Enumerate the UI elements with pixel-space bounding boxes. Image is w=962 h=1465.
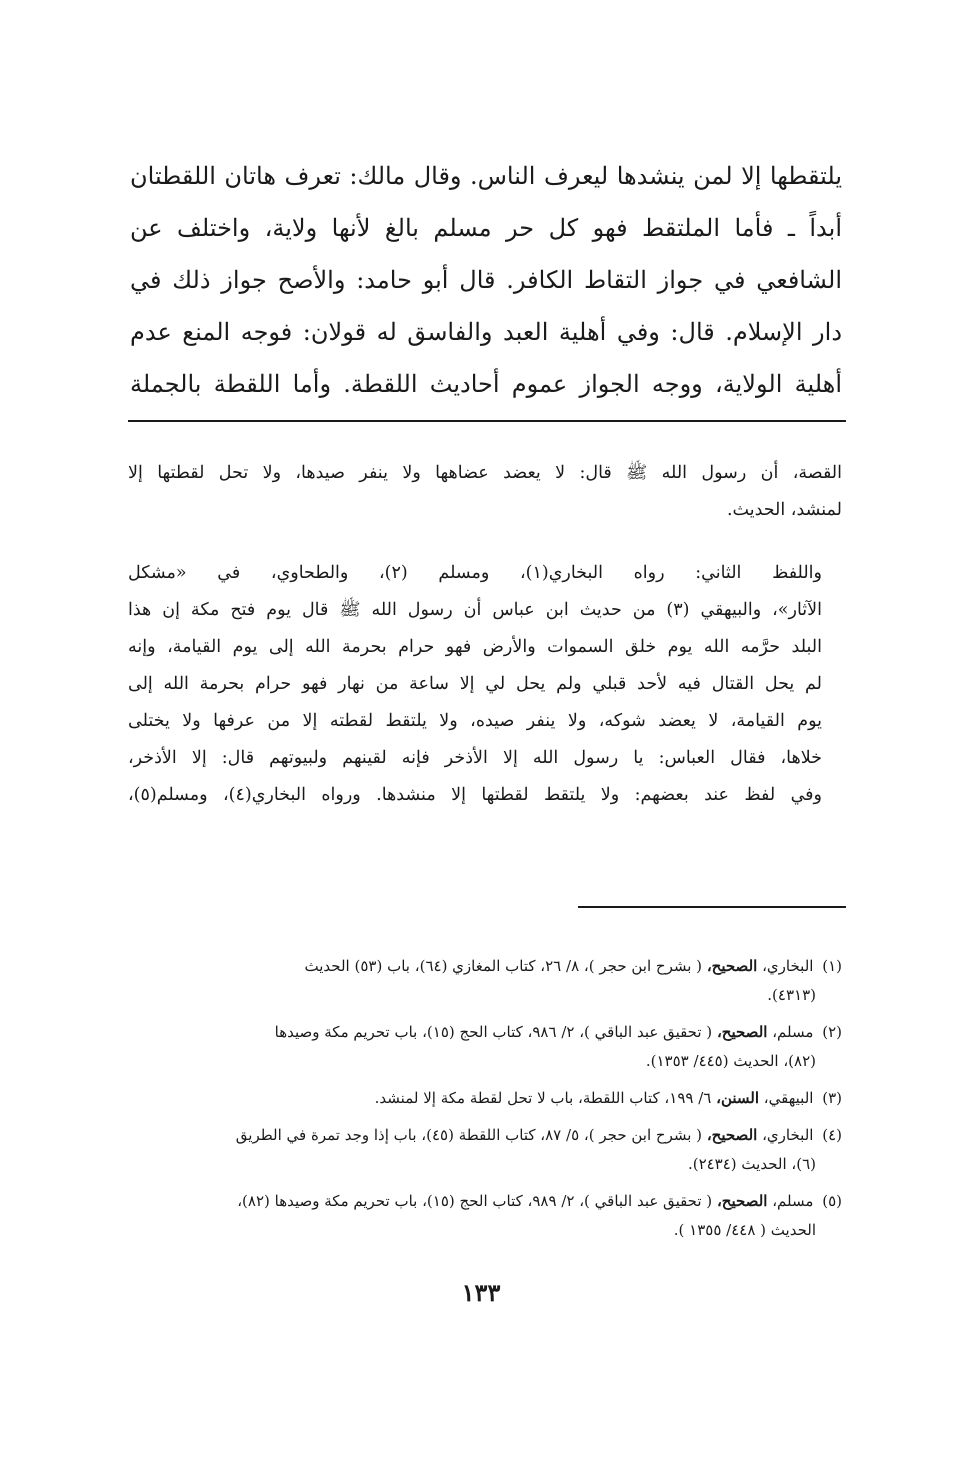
footnote-book: الصحيح، — [706, 1126, 758, 1144]
footnote-number: (٤) — [822, 1126, 842, 1144]
footnote-details: ٦/ ١٩٩، كتاب اللقطة، باب لا تحل لقطة مكة إلا لمنشد. — [374, 1089, 712, 1107]
footnote-details: ( تحقيق عبد الباقي )، ٢/ ٩٨٩، كتاب الحج (١٥)، باب تحريم مكة وصيدها (٨٢)، — [237, 1192, 713, 1210]
main-line: الشافعي في جواز التقاط الكافر. قال أبو حامد: والأصح جواز ذلك في — [130, 266, 842, 294]
main-line: دار الإسلام. قال: وفي أهلية العبد والفاسق له قولان: فوجه المنع عدم — [130, 318, 843, 346]
footnote-book: الصحيح، — [716, 1023, 768, 1041]
footnote-author: مسلم، — [772, 1192, 814, 1210]
footnote-5 — [120, 1187, 842, 1245]
commentary-line: يوم القيامة، لا يعضد شوكه، ولا ينفر صيده، ولا يلتقط لقطته إلا من عرفها ولا يختلى — [128, 711, 822, 731]
commentary-line: القصة، أن رسول الله ﷺ قال: لا يعضد عضاهها ولا ينفر صيدها، ولا تحل لقطتها إلا — [128, 463, 842, 483]
commentary-line: البلد حرَّمه الله يوم خلق السموات والأرض فهو حرام بحرمة الله إلى يوم القيامة، وإنه — [128, 637, 822, 657]
footnote-continuation: (٨٢)، الحديث (٤٤٥/ ١٣٥٣). — [645, 1052, 816, 1070]
footnote-author: البخاري، — [762, 957, 814, 975]
main-separator-rule — [128, 420, 846, 422]
footnote-3 — [120, 1084, 842, 1113]
commentary-paragraph — [128, 455, 842, 529]
commentary-line: لم يحل القتال فيه لأحد قبلي ولم يحل لي إلا ساعة من نهار فهو حرام بحرمة الله إلى — [128, 674, 822, 694]
commentary-paragraph — [128, 555, 842, 814]
footnote-continuation: (٦)، الحديث (٢٤٣٤). — [687, 1155, 816, 1173]
footnote-1 — [120, 952, 842, 1010]
footnote-number: (١) — [822, 957, 842, 975]
commentary-line: لمنشد، الحديث. — [726, 500, 842, 520]
commentary-line: الآثار»، والبيهقي (٣) من حديث ابن عباس أن رسول الله ﷺ قال يوم فتح مكة إن هذا — [128, 600, 822, 620]
footnote-continuation: (٤٣١٣). — [767, 986, 816, 1004]
footnote-separator-rule — [578, 906, 846, 908]
page-number: ١٣٣ — [461, 1278, 501, 1307]
main-body-text — [130, 150, 842, 410]
footnote-book: الصحيح، — [706, 957, 758, 975]
footnote-book: الصحيح، — [716, 1192, 768, 1210]
footnote-book: السنن، — [716, 1089, 760, 1107]
footnote-2 — [120, 1018, 842, 1076]
footnote-details: ( تحقيق عبد الباقي )، ٢/ ٩٨٦، كتاب الحج (١٥)، باب تحريم مكة وصيدها — [274, 1023, 713, 1041]
footnote-number: (٣) — [822, 1089, 842, 1107]
footnote-details: ( بشرح ابن حجر )، ٨/ ٢٦، كتاب المغازي (٦٤)، باب (٥٣) الحديث — [304, 957, 703, 975]
main-line: أهلية الولاية، ووجه الجواز عموم أحاديث اللقطة. وأما اللقطة بالجملة — [130, 370, 842, 398]
footnote-number: (٢) — [822, 1023, 842, 1041]
commentary-line: وفي لفظ عند بعضهم: ولا يلتقط لقطتها إلا منشدها. ورواه البخاري(٤)، ومسلم(٥)، — [128, 785, 822, 805]
commentary-line: خلاها، فقال العباس: يا رسول الله إلا الأذخر فإنه لقينهم ولبيوتهم قال: إلا الأذخر، — [128, 748, 822, 768]
footnote-author: البخاري، — [762, 1126, 814, 1144]
commentary-text — [128, 455, 842, 814]
main-line: يلتقطها إلا لمن ينشدها ليعرف الناس. وقال مالك: تعرف هاتان اللقطتان — [130, 162, 842, 190]
footnote-author: البيهقي، — [763, 1089, 814, 1107]
commentary-line: واللفظ الثاني: رواه البخاري(١)، ومسلم (٢)، والطحاوي، في «مشكل — [128, 563, 822, 583]
footnote-details: ( بشرح ابن حجر )، ٥/ ٨٧، كتاب اللقطة (٤٥)، باب إذا وجد تمرة في الطريق — [235, 1126, 703, 1144]
footnotes — [120, 952, 842, 1253]
footnote-continuation: الحديث ( ٤٤٨/ ١٣٥٥ ). — [673, 1221, 816, 1239]
footnote-author: مسلم، — [772, 1023, 814, 1041]
footnote-number: (٥) — [822, 1192, 842, 1210]
main-line: أبداً ـ فأما الملتقط فهو كل حر مسلم بالغ لأنها ولاية، واختلف عن — [130, 214, 842, 242]
footnote-4 — [120, 1121, 842, 1179]
